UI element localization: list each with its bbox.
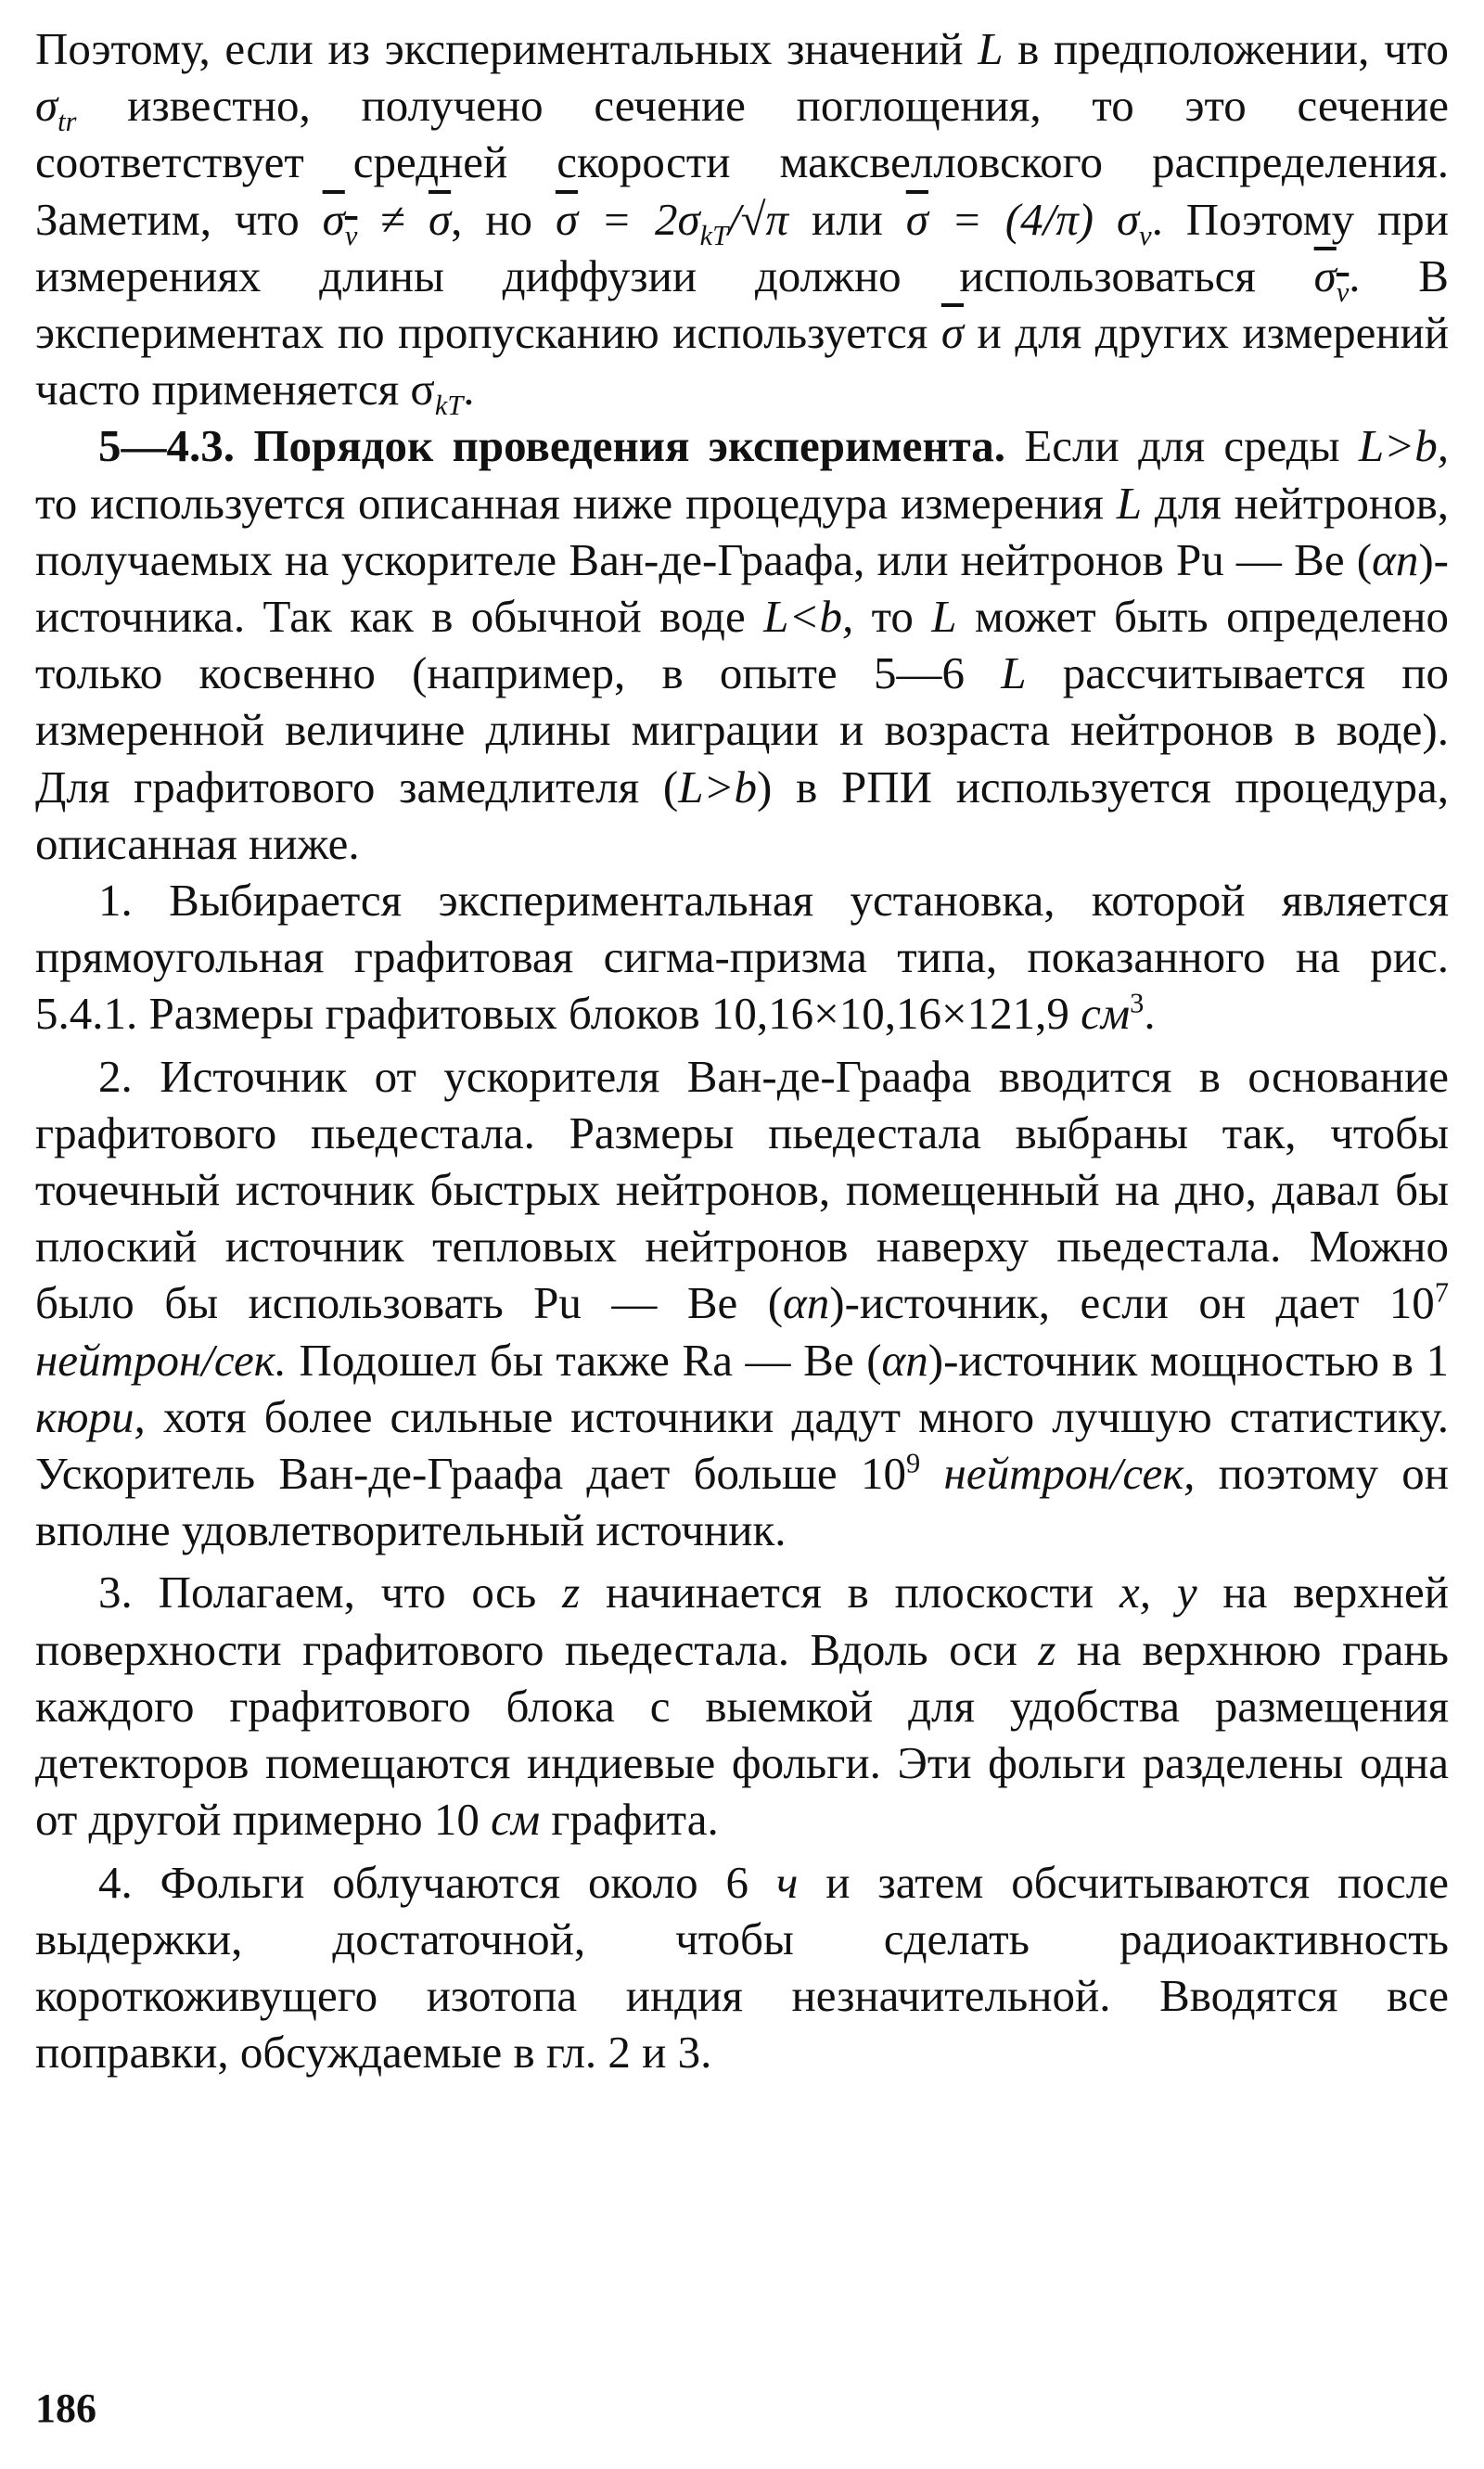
text: . Поэтому при измерениях длины диффузии должно использоваться xyxy=(35,193,1449,301)
step-2: 2. Источник от ускорителя Ван-де-Граафа вводится в основание графитового пьедестала. Размеры пьедестала выбраны так, чтобы точечный источник быстрых нейтронов, помещенный на дно, давал бы плоский источник тепловых нейтронов наверху пьедестала. Можно было бы использовать Pu — Be (αn)-источник, если он дает $10^7$ нейтрон/сек. Подошел бы также Ra — Be (αn)-источник мощностью в 1 кюри, хотя более сильные источники дадут много лучшую статистику. Ускоритель Ван-де-Граафа дает больше $10^9$ нейтрон/сек, поэтому он вполне удовлетворительный источник. xyxy=(35,1050,1450,1556)
symbol-L: L xyxy=(978,23,1004,74)
text: , но xyxy=(451,193,556,245)
subscript-kT: kT xyxy=(434,390,464,422)
sigma-tr: $\sigma_{tr}$ xyxy=(35,80,77,137)
text: . В экспериментах по пропусканию используется xyxy=(35,249,1449,359)
text: в предположении, что xyxy=(1003,23,1449,74)
formula-sigma-2: $\overline{\sigma} = 2\sigma_{kT}/√\pi$ xyxy=(555,193,789,251)
text: известно, получено сечение поглощения, то это сечение соответствует средней скорости максвелловского распределения. Заметим, что xyxy=(35,80,1449,245)
step-3: 3. Полагаем, что ось z начинается в плоскости x, y на верхней поверхности графитового пьедестала. Вдоль оси z на верхнюю грань каждого графитового блока с выемкой для удобства размещения детекторов помещаются индиевые фольги. Эти фольги разделены одна от другой примерно 10 см графита. xyxy=(35,1567,1449,1846)
formula-sigma-4: $\overline{\sigma} = (4/\pi)$ $\sigma_v$ xyxy=(905,193,1152,251)
text: и для других измерений часто применяется σ xyxy=(35,307,1450,416)
paragraph-continuation xyxy=(35,20,1450,422)
step-1: 1. Выбирается экспериментальная установка, которой является прямоугольная графитовая сигма-призма типа, показанного на рис. 5.4.1. Размеры графитовых блоков 10,16×10,16×121,9 $см^3$. xyxy=(35,875,1449,1040)
sigma-bar: $\overline{\sigma}$ xyxy=(429,193,452,245)
sigma-v-bar: $\sigma_v$ xyxy=(322,193,358,251)
sigma-bar-2: $\overline{\sigma}$ xyxy=(940,307,965,359)
not-equal-sign: ≠ xyxy=(357,193,429,245)
sigma-v-bar-2: $\sigma_v$ xyxy=(1313,249,1350,308)
step-4: 4. Фольги облучаются около 6 ч и затем обсчитываются после выдержки, достаточной, чтобы сделать радиоактивность короткоживущего изотопа индия незначительной. Вводятся все поправки, обсуждаемые в гл. 2 и 3. xyxy=(35,1856,1449,2079)
page-number: 186 xyxy=(35,2386,96,2431)
text: Поэтому, если из экспериментальных значений xyxy=(35,23,979,74)
section-heading: 5—4.3. Порядок проведения эксперимента. xyxy=(98,420,1005,472)
text: . xyxy=(463,364,475,416)
section-5-4-3: 5—4.3. Порядок проведения эксперимента. Если для среды L>b, то используется описанная ниже процедура измерения L для нейтронов, получаемых на ускорителе Ван-де-Граафа, или нейтронов Pu — Be (αn)-источника. Так как в обычной воде L<b, то L может быть определено только косвенно (например, в опыте 5—6 L рассчитывается по измеренной величине длины миграции и возраста нейтронов в воде). Для графитового замедлителя (L>b) в РПИ используется процедура, описанная ниже. xyxy=(35,420,1449,869)
text: или xyxy=(788,193,906,245)
